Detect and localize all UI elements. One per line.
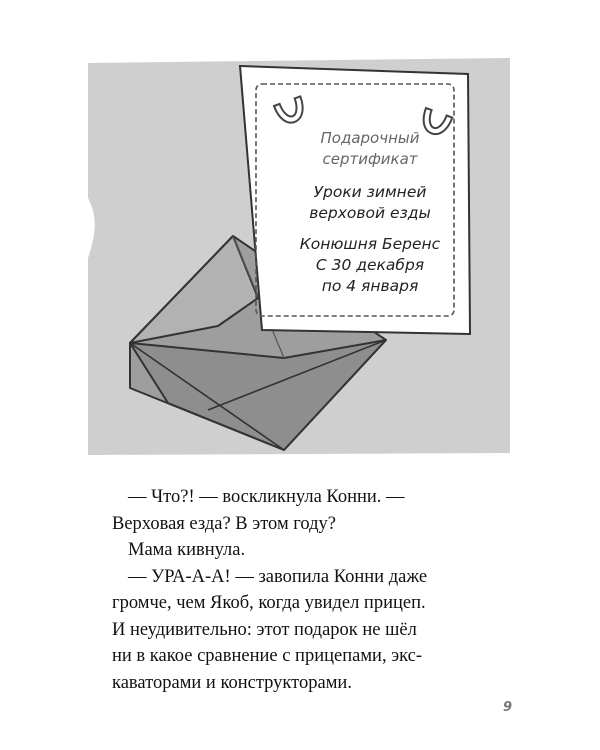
certificate-line: верховой езды xyxy=(309,204,431,222)
story-text xyxy=(112,484,512,696)
certificate-line: по 4 января xyxy=(321,277,419,295)
paragraph: — УРА-А-А! — завопила Конни даже громче, чем Якоб, когда увидел прицеп. И неудивительно: этот подарок не шёл ни в какое сравнение с прицепами, экс- каваторами и конструкторами. xyxy=(112,566,428,693)
certificate-title: Подарочный сертификат xyxy=(320,129,420,168)
certificate-line: Конюшня Беренс xyxy=(299,235,441,253)
certificate-line: С 30 декабря xyxy=(315,256,425,274)
page-number: 9 xyxy=(503,700,513,715)
paragraph: Мама кивнула. xyxy=(128,540,246,560)
certificate-details xyxy=(270,182,470,297)
certificate-line: Уроки зимней xyxy=(313,183,427,201)
paragraph: — Что?! — воскликнула Конни. — Верховая езда? В этом году? xyxy=(112,487,405,534)
certificate-gap xyxy=(270,224,470,234)
